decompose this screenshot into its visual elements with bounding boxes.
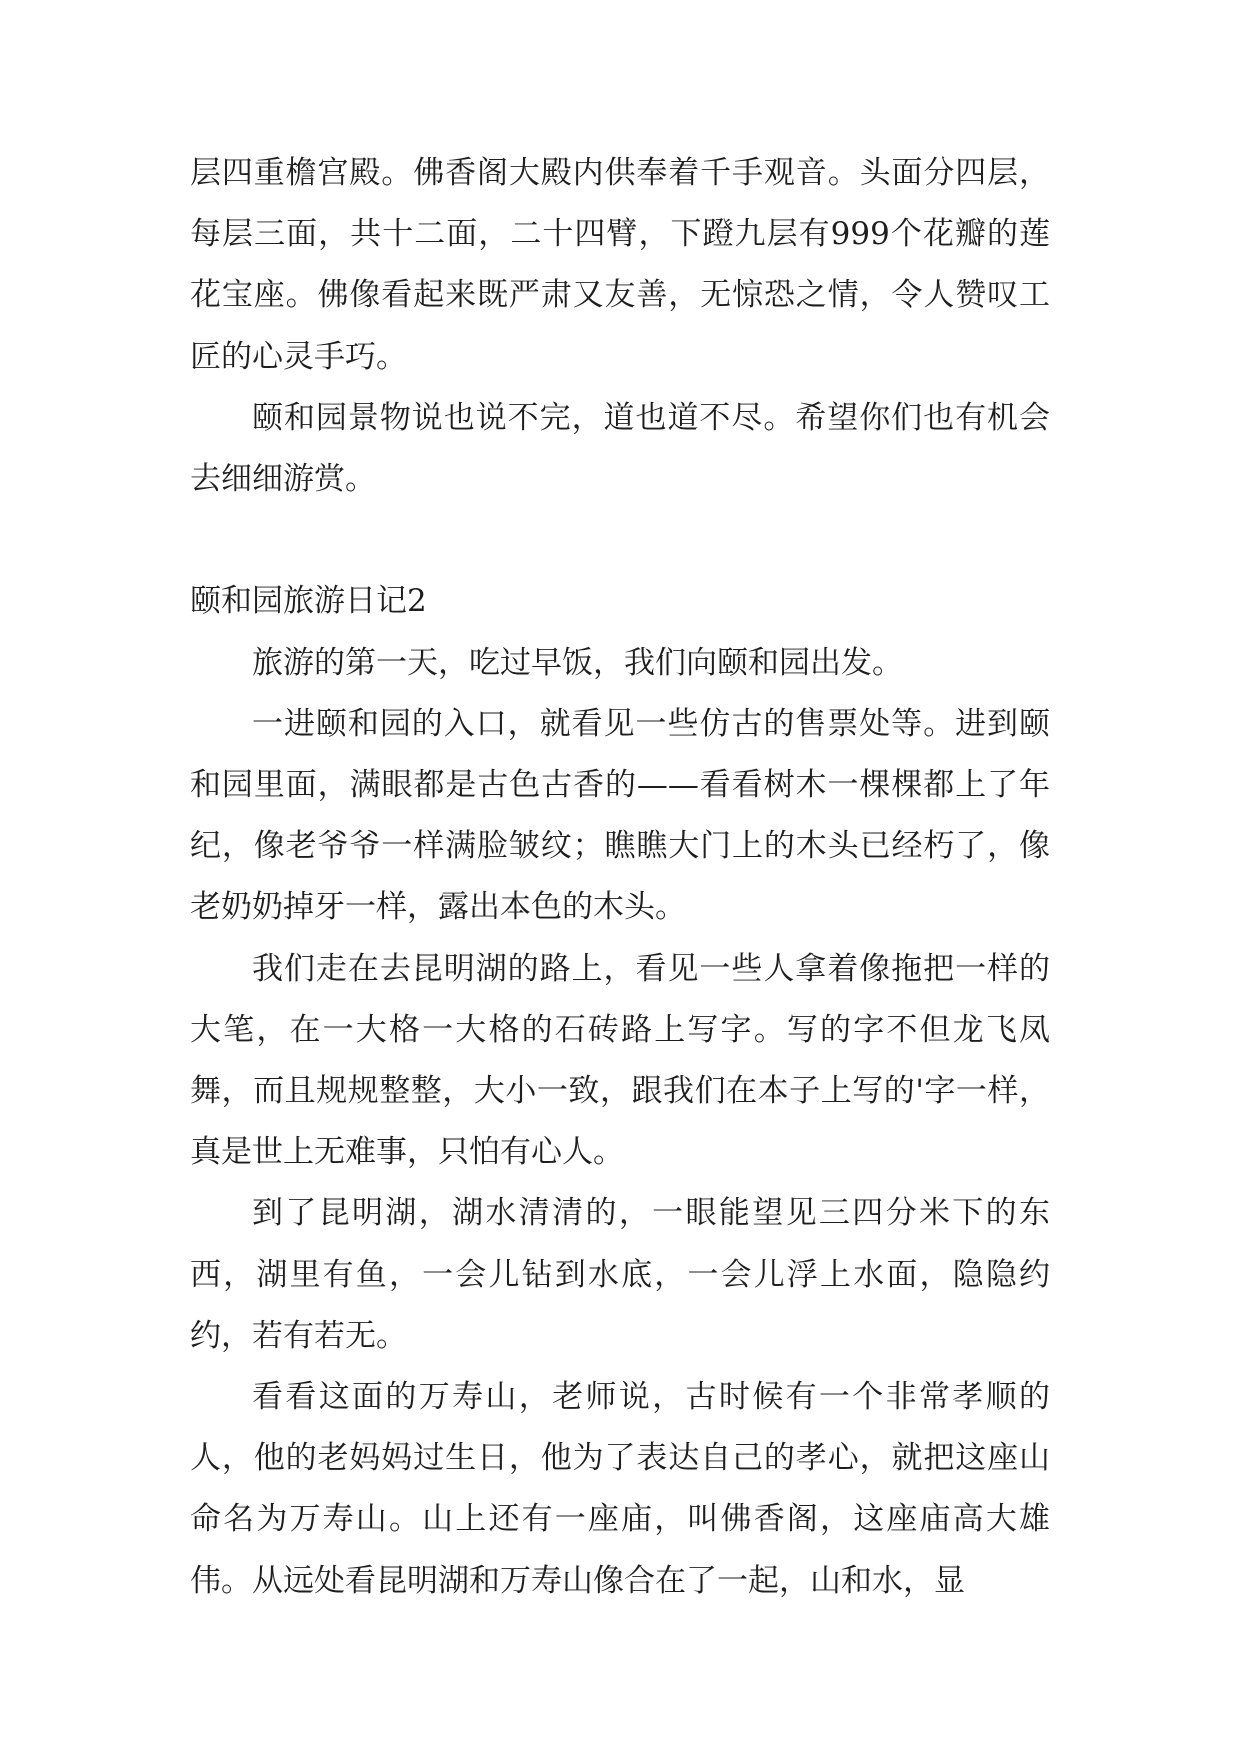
body-paragraph: 一进颐和园的入口，就看见一些仿古的售票处等。进到颐和园里面，满眼都是古色古香的——看看树木一棵棵都上了年纪，像老爷爷一样满脸皱纹；瞧瞧大门上的木头已经朽了，像老奶奶掉牙一样，露出本色的木头。 [190,705,1050,926]
document-body [190,143,1050,1612]
continued-paragraph: 层四重檐宫殿。佛香阁大殿内供奉着千手观音。头面分四层，每层三面，共十二面，二十四臂，下蹬九层有999个花瓣的莲花宝座。佛像看起来既严肃又友善，无惊恐之情，令人赞叹工匠的心灵手巧。 [190,155,1050,375]
body-paragraph: 到了昆明湖，湖水清清的，一眼能望见三四分米下的东西，湖里有鱼，一会儿钻到水底，一会儿浮上水面，隐隐约约，若有若无。 [190,1195,1050,1354]
body-paragraph: 我们走在去昆明湖的路上，看见一些人拿着像拖把一样的大笔，在一大格一大格的石砖路上写字。写的字不但龙飞凤舞，而且规规整整，大小一致，跟我们在本子上写的'字一样，真是世上无难事，只怕有心人。 [190,950,1050,1171]
body-paragraph: 看看这面的万寿山，老师说，古时候有一个非常孝顺的人，他的老妈妈过生日，他为了表达自己的孝心，就把这座山命名为万寿山。山上还有一座庙，叫佛香阁，这座庙高大雄伟。从远处看昆明湖和万寿山像合在了一起，山和水，显 [190,1379,1050,1599]
section-title: 颐和园旅游日记2 [190,583,427,620]
body-paragraph: 旅游的第一天，吃过早饭，我们向颐和园出发。 [252,644,903,681]
section-spacer [190,510,1050,571]
closing-paragraph: 颐和园景物说也说不完，道也道不尽。希望你们也有机会去细细游赏。 [190,399,1050,498]
